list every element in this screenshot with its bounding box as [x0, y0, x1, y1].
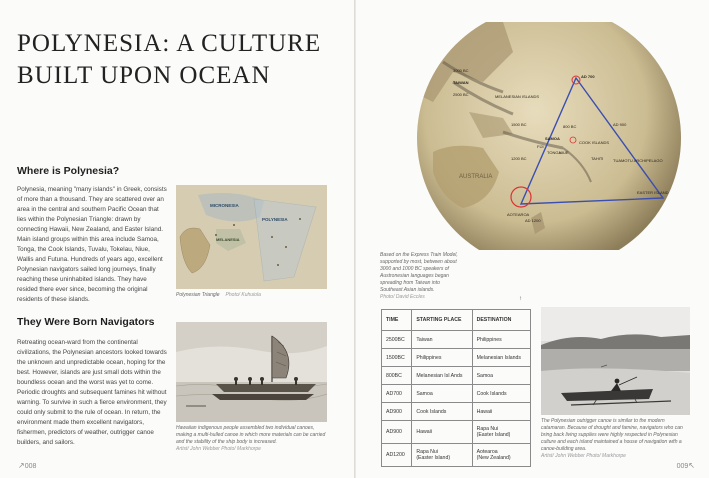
starting-place-cell: Melanesian Isl Ands [412, 367, 472, 385]
table-header-destination: DESTINATION [472, 310, 530, 331]
migration-table [381, 309, 531, 467]
left-page-number [18, 461, 36, 470]
navigators-body: Retreating ocean-ward from the continental civilizations, the Polynesian ancestors looked towards the unknown and unpredictable ocean, hoping for the best. However, islands are just small dots within the boundless ocean and the worst was yet to come. Periodic droughts and subsequent famines hit without warning. To survive in such a fierce environment, they could only submit to the rule of ocean. In return, the environment made them excellent navigators, fishermen, predictors of weather, outrigger canoe builders, and sailors. [17, 339, 167, 446]
table-row [382, 367, 531, 385]
title-line-2: BUILT UPON OCEAN [17, 62, 271, 89]
left-page-number-text: 008 [24, 463, 37, 470]
table-row [382, 403, 531, 421]
starting-place-cell: Samoa [412, 385, 472, 403]
destination-cell: Cook Islands [472, 385, 530, 403]
polynesia-map-figure [176, 185, 327, 289]
globe-label-year-1200: 1200 BC [511, 156, 527, 161]
section-heading-where: Where is Polynesia? [17, 165, 120, 177]
globe-label-samoa: SAMOA [545, 136, 560, 141]
canoe-caption [176, 425, 326, 453]
section-heading-navigators: They Were Born Navigators [17, 316, 155, 328]
right-page-number [677, 461, 695, 470]
table-header-time: TIME [382, 310, 412, 331]
table-row [382, 421, 531, 444]
destination-cell: Rapa Nui (Easter Island) [472, 421, 530, 444]
globe-label-tahiti: TAHITI [591, 156, 604, 161]
time-cell: AD900 [382, 421, 412, 444]
globe-caption-credit: Photo/ David Eccles [380, 294, 425, 300]
globe-label-tuamotu: TUAMOTU ARCHIPELAGO [613, 158, 663, 163]
scroll-up-indicator[interactable]: ↑ [519, 296, 522, 302]
globe-label-fiji: FIJI [537, 144, 544, 149]
globe-label-cook: COOK ISLANDS [579, 140, 610, 145]
starting-place-cell: Taiwan [412, 331, 472, 349]
destination-cell: Hawaii [472, 403, 530, 421]
right-page-number-text: 009 [676, 463, 689, 470]
canoe-engraving-figure [176, 322, 327, 422]
time-cell: AD700 [382, 385, 412, 403]
map-label-micronesia: MICRONESIA [210, 203, 239, 208]
outrigger-caption [541, 418, 691, 460]
table-header-starting: STARTING PLACE [412, 310, 472, 331]
starting-place-cell: Hawaii [412, 421, 472, 444]
canoe-engraving-image [176, 322, 327, 422]
map-label-melanesia: MELANESIA [216, 237, 240, 242]
globe-label-hawaii: AD 700 [581, 74, 595, 79]
where-body: Polynesia, meaning "many islands" in Greek, consists of more than a thousand. They are scattered over an area in the central and southern Pacific Ocean that lies within the Polynesian Triangle: drawn by connecting Hawaii, New Zealand, and Easter Island. Main island groups within this area include Samoa, Tonga, the Cook Islands, Tuvalu, Tokelau, Niue, Wallis and Futuna. Hundreds of years ago, excellent Polynesian navigators sailed long journeys, finally reaching these uninhabited islands. They have resided there ever since, becoming the original residents of these islands. [17, 186, 167, 303]
destination-cell: Samoa [472, 367, 530, 385]
globe-label-year-3000: 3000 BC [453, 68, 469, 73]
globe-label-taiwan: TAIWAN [453, 80, 469, 85]
time-cell: 800BC [382, 367, 412, 385]
globe-label-year-ad900: AD 900 [613, 122, 627, 127]
globe-label-niue: NIUE [559, 150, 569, 155]
outrigger-photo-figure [541, 307, 690, 415]
page-title [17, 28, 321, 92]
globe-label-year-1500: 1500 BC [511, 122, 527, 127]
starting-place-cell: Philippines [412, 349, 472, 367]
table-header-row [382, 310, 531, 331]
destination-cell: Aotearoa (New Zealand) [472, 444, 530, 467]
migration-table-body [382, 331, 531, 467]
map-caption [176, 292, 261, 299]
table-row [382, 385, 531, 403]
back-arrow-icon[interactable]: ↗ [18, 461, 25, 470]
globe-label-australia: AUSTRALIA [459, 174, 493, 180]
outrigger-photo-image [541, 307, 690, 415]
canoe-caption-credit: Artist/ John Webber Photo/ Markhorpe [176, 446, 261, 452]
map-label-polynesia: POLYNESIA [262, 217, 288, 222]
table-row [382, 331, 531, 349]
globe-caption [380, 252, 460, 301]
globe-caption-text: Based on the Express Train Model, supported by most, between about 3000 and 1000 BC speakers of Austronesian languages began spreading from Taiwan into Southeast Asian islands. [380, 252, 458, 293]
globe-label-easter: EASTER ISLAND [637, 190, 669, 195]
time-cell: 2500BC [382, 331, 412, 349]
forward-arrow-icon[interactable]: ↖ [688, 461, 695, 470]
globe-label-nz-year: AD 1200 [525, 218, 541, 223]
time-cell: AD900 [382, 403, 412, 421]
canoe-caption-text: Hawaiian indigenous people assembled two individual canoes, making a multi-hulled canoe in which more materials can be carried and the stability of the ship body is increased. [176, 425, 326, 445]
starting-place-cell: Rapa Nui (Easter Island) [412, 444, 472, 467]
outrigger-caption-credit: Artist/ John Webber Photo/ Markhorpe [541, 453, 626, 459]
migration-globe-map [413, 22, 685, 250]
globe-label-year-2500: 2500 BC [453, 92, 469, 97]
outrigger-caption-text: The Polynesian outrigger canoe is similar to the modern catamaran. Because of drought and famine, navigators who can bring back living supplies were highly respected in Polynesian culture and each island maintained a house of navigation with a canoe-building area. [541, 418, 683, 452]
time-cell: 1500BC [382, 349, 412, 367]
globe-label-year-800: 800 BC [563, 124, 577, 129]
map-caption-credit: Photo/ Kuhuiola [225, 292, 261, 298]
destination-cell: Philippines [472, 331, 530, 349]
globe-label-melanesian: MELANESIAN ISLANDS [495, 94, 540, 99]
map-caption-text: Polynesian Triangle [176, 292, 220, 298]
time-cell: AD1200 [382, 444, 412, 467]
starting-place-cell: Cook Islands [412, 403, 472, 421]
globe-label-tonga: TONGA [547, 150, 562, 155]
globe-label-aotearoa: AOTEAROA [507, 212, 530, 217]
title-line-1: POLYNESIA: A CULTURE [17, 30, 322, 57]
table-row [382, 444, 531, 467]
migration-globe-figure [413, 22, 685, 250]
table-row [382, 349, 531, 367]
destination-cell: Melanesian Islands [472, 349, 530, 367]
spine-gutter [354, 0, 356, 478]
polynesia-map-image [176, 185, 327, 289]
